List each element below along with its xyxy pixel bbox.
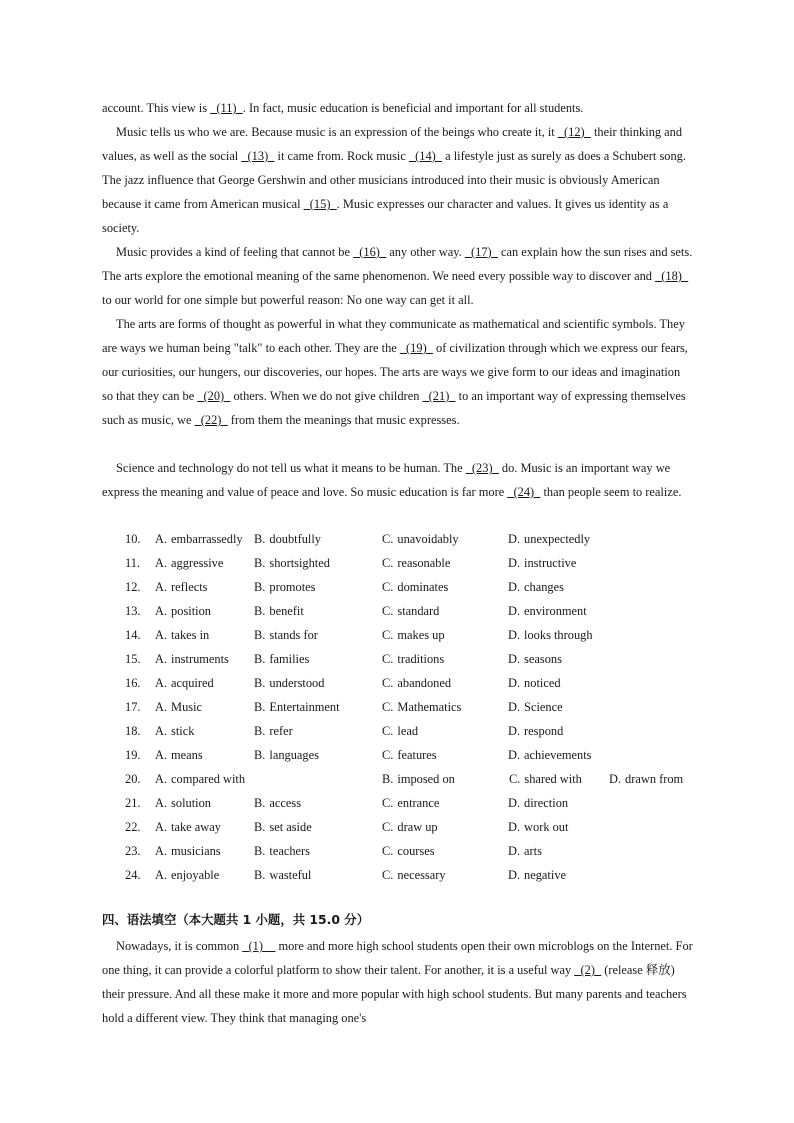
option-d — [508, 647, 562, 671]
passage-text: any other way. — [386, 245, 465, 259]
answer-blank: _(1)__ — [242, 939, 276, 953]
option-text: wasteful — [269, 868, 312, 882]
option-text: dominates — [397, 580, 449, 594]
option-text: noticed — [524, 676, 561, 690]
option-b — [254, 815, 312, 839]
option-text: looks through — [524, 628, 593, 642]
option-letter: C. — [382, 532, 394, 546]
option-b — [254, 599, 304, 623]
option-letter: D. — [508, 844, 521, 858]
cloze-paragraph-3 — [102, 240, 694, 312]
option-letter: C. — [382, 724, 394, 738]
answer-blank: _(11)_ — [210, 101, 243, 115]
answer-blank: _(23)_ — [465, 461, 499, 475]
option-letter: C. — [382, 556, 394, 570]
option-d — [508, 863, 566, 887]
option-letter: A. — [155, 532, 168, 546]
option-text: entrance — [397, 796, 440, 810]
option-letter: A. — [155, 628, 168, 642]
option-letter: C. — [382, 796, 394, 810]
question-number: 20. — [125, 772, 141, 786]
option-b — [254, 527, 321, 551]
option-c — [382, 551, 450, 575]
option-text: refer — [269, 724, 293, 738]
option-text: enjoyable — [171, 868, 220, 882]
option-c — [382, 791, 439, 815]
option-text: work out — [524, 820, 569, 834]
option-letter: A. — [155, 820, 168, 834]
cloze-paragraph-4 — [102, 312, 694, 432]
option-text: doubtfully — [269, 532, 322, 546]
passage-text: The arts are forms of thought as powerful in what they communicate as mathematical and scientific symbols. They are ways we human being "talk" to each other. They are the — [102, 317, 685, 355]
option-text: environment — [524, 604, 587, 618]
passage-text: their thinking and values, as well as the social — [102, 125, 683, 163]
option-row — [0, 815, 794, 839]
option-b — [254, 671, 324, 695]
question-number: 16. — [125, 676, 141, 690]
option-letter: C. — [382, 676, 394, 690]
option-c — [382, 647, 444, 671]
option-text: musicians — [171, 844, 221, 858]
option-letter: D. — [508, 748, 521, 762]
option-text: drawn from — [625, 772, 684, 786]
option-c — [382, 599, 439, 623]
option-a — [155, 671, 214, 695]
option-b — [254, 695, 340, 719]
option-d — [508, 815, 568, 839]
option-letter: B. — [254, 724, 266, 738]
option-b — [254, 719, 293, 743]
option-row — [0, 599, 794, 623]
option-a — [155, 527, 243, 551]
option-a — [155, 551, 223, 575]
option-text: standard — [397, 604, 440, 618]
question-number: 13. — [125, 604, 141, 618]
option-letter: A. — [155, 604, 168, 618]
option-letter: A. — [155, 676, 168, 690]
question-number: 10. — [125, 532, 141, 546]
option-text: embarrassedly — [171, 532, 243, 546]
option-row — [0, 647, 794, 671]
option-text: draw up — [397, 820, 438, 834]
passage-text: account. This view is — [102, 101, 211, 115]
answer-blank: _(22)_ — [194, 413, 228, 427]
passage-text: . In fact, music education is beneficial and important for all students. — [242, 101, 584, 115]
passage-text: of civilization through which we express our fears, our curiosities, our hungers, our discoveries, our hopes. The arts are ways we give form to our ideas and imagination so that they can be — [102, 341, 688, 403]
answer-blank: _(12)_ — [557, 125, 591, 139]
answer-blank: _(24)_ — [507, 485, 541, 499]
passage-text: . Music expresses our character and values. It gives us identity as a society. — [102, 197, 669, 235]
option-text: acquired — [171, 676, 214, 690]
option-d — [508, 551, 576, 575]
question-number: 14. — [125, 628, 141, 642]
option-letter: B. — [254, 700, 266, 714]
option-b — [254, 791, 301, 815]
cloze-paragraph-2 — [102, 120, 694, 240]
option-letter: C. — [382, 700, 394, 714]
option-letter: B. — [254, 820, 266, 834]
option-row — [0, 719, 794, 743]
option-letter: A. — [155, 652, 168, 666]
question-number: 11. — [125, 556, 141, 570]
option-letter: D. — [508, 700, 521, 714]
option-b — [254, 863, 311, 887]
question-number: 19. — [125, 748, 141, 762]
option-d — [508, 623, 593, 647]
option-d — [609, 767, 683, 791]
option-text: achievements — [524, 748, 592, 762]
option-d — [508, 599, 587, 623]
question-number: 15. — [125, 652, 141, 666]
answer-blank: _(14)_ — [408, 149, 442, 163]
question-number: 17. — [125, 700, 141, 714]
option-d — [508, 671, 561, 695]
option-text: takes in — [171, 628, 210, 642]
option-text: families — [269, 652, 310, 666]
option-b — [254, 839, 310, 863]
option-text: promotes — [269, 580, 316, 594]
option-letter: B. — [254, 604, 266, 618]
option-letter: D. — [508, 628, 521, 642]
answer-blank: _(20)_ — [197, 389, 231, 403]
option-text: instructive — [524, 556, 577, 570]
option-letter: C. — [382, 820, 394, 834]
passage-text: it came from. Rock music — [274, 149, 409, 163]
option-a — [155, 719, 194, 743]
option-text: Entertainment — [269, 700, 340, 714]
option-letter: A. — [155, 748, 168, 762]
option-row — [0, 695, 794, 719]
option-text: compared with — [171, 772, 246, 786]
passage-text: Nowadays, it is common — [116, 939, 243, 953]
option-letter: B. — [254, 556, 266, 570]
passage-text: more and more high school students open their own microblogs on the Internet. For one thing, it can provide a colorful platform to show their talent. For another, it is a useful way — [102, 939, 693, 977]
option-letter: D. — [508, 604, 521, 618]
option-text: understood — [269, 676, 325, 690]
option-text: Mathematics — [397, 700, 462, 714]
option-a — [155, 743, 203, 767]
option-d — [508, 791, 568, 815]
passage-text: Music tells us who we are. Because music is an expression of the beings who create it, it — [116, 125, 558, 139]
passage-text: to our world for one simple but powerful reason: No one way can get it all. — [102, 293, 474, 307]
grammar-paragraph — [102, 934, 694, 1030]
option-letter: D. — [508, 676, 521, 690]
option-c — [382, 575, 448, 599]
option-text: shared with — [524, 772, 582, 786]
option-text: access — [269, 796, 302, 810]
option-text: unexpectedly — [524, 532, 591, 546]
option-letter: B. — [254, 628, 266, 642]
passage-text: than people seem to realize. — [540, 485, 682, 499]
option-a — [155, 839, 221, 863]
option-row — [0, 863, 794, 887]
option-text: aggressive — [171, 556, 224, 570]
question-number: 12. — [125, 580, 141, 594]
passage-text: Science and technology do not tell us what it means to be human. The — [116, 461, 466, 475]
option-letter: D. — [508, 820, 521, 834]
option-text: shortsighted — [269, 556, 330, 570]
answer-blank: _(17)_ — [464, 245, 498, 259]
passage-text: others. When we do not give children — [230, 389, 423, 403]
option-a — [155, 767, 245, 791]
option-letter: C. — [382, 604, 394, 618]
option-letter: D. — [609, 772, 622, 786]
option-row — [0, 743, 794, 767]
option-text: features — [397, 748, 437, 762]
option-d — [508, 575, 564, 599]
option-text: Music — [171, 700, 203, 714]
question-number: 23. — [125, 844, 141, 858]
option-text: unavoidably — [397, 532, 459, 546]
option-text: negative — [524, 868, 567, 882]
option-letter: D. — [508, 724, 521, 738]
passage-text: from them the meanings that music expresses. — [227, 413, 460, 427]
option-row — [0, 791, 794, 815]
option-c — [382, 527, 459, 551]
option-text: traditions — [397, 652, 445, 666]
option-c — [509, 767, 582, 791]
option-b — [254, 743, 319, 767]
option-a — [155, 695, 202, 719]
option-a — [155, 863, 219, 887]
option-letter: C. — [382, 580, 394, 594]
option-letter: B. — [254, 532, 266, 546]
option-text: stands for — [269, 628, 318, 642]
option-a — [155, 623, 209, 647]
option-letter: B. — [254, 868, 266, 882]
option-c — [382, 623, 445, 647]
option-text: changes — [524, 580, 564, 594]
option-d — [508, 839, 542, 863]
option-letter: C. — [382, 748, 394, 762]
option-letter: D. — [508, 868, 521, 882]
option-letter: D. — [508, 580, 521, 594]
passage-text: do. Music is an important way we express the meaning and value of peace and love. So music education is far more — [102, 461, 671, 499]
option-c — [382, 815, 438, 839]
option-row — [0, 623, 794, 647]
option-d — [508, 719, 563, 743]
option-letter: C. — [509, 772, 521, 786]
option-text: instruments — [171, 652, 229, 666]
option-text: makes up — [397, 628, 445, 642]
passage-text: Music provides a kind of feeling that cannot be — [116, 245, 354, 259]
option-row — [0, 551, 794, 575]
option-c — [382, 743, 437, 767]
option-letter: B. — [254, 676, 266, 690]
option-letter: A. — [155, 796, 168, 810]
option-c — [382, 863, 446, 887]
option-text: necessary — [397, 868, 446, 882]
passage-text: a lifestyle just as surely as does a Schubert song. The jazz influence that George Gershwin and other musicians introduced into their music is obviously American because it came from American musical — [102, 149, 686, 211]
option-text: imposed on — [397, 772, 455, 786]
option-d — [508, 527, 590, 551]
option-row — [0, 575, 794, 599]
option-text: direction — [524, 796, 569, 810]
option-letter: D. — [508, 796, 521, 810]
option-row — [0, 839, 794, 863]
option-letter: B. — [254, 844, 266, 858]
option-letter: A. — [155, 724, 168, 738]
option-c — [382, 671, 451, 695]
option-text: abandoned — [397, 676, 452, 690]
option-text: means — [171, 748, 203, 762]
option-letter: B. — [254, 796, 266, 810]
option-letter: C. — [382, 628, 394, 642]
option-letter: B. — [254, 652, 266, 666]
answer-blank: _(19)_ — [399, 341, 433, 355]
option-letter: A. — [155, 844, 168, 858]
option-letter: B. — [382, 772, 394, 786]
option-a — [155, 791, 211, 815]
option-text: lead — [397, 724, 419, 738]
option-letter: D. — [508, 652, 521, 666]
option-c — [382, 719, 418, 743]
option-letter: C. — [382, 868, 394, 882]
option-text: position — [171, 604, 211, 618]
option-letter: C. — [382, 652, 394, 666]
answer-blank: _(21)_ — [422, 389, 456, 403]
option-row — [0, 671, 794, 695]
option-d — [508, 695, 563, 719]
option-text: solution — [171, 796, 211, 810]
option-letter: A. — [155, 700, 168, 714]
option-letter: D. — [508, 556, 521, 570]
option-text: take away — [171, 820, 221, 834]
option-letter: A. — [155, 580, 168, 594]
option-text: reflects — [171, 580, 208, 594]
answer-blank: _(15)_ — [303, 197, 337, 211]
option-text: set aside — [269, 820, 312, 834]
option-letter: B. — [254, 580, 266, 594]
cloze-paragraph-1 — [102, 96, 694, 120]
question-number: 22. — [125, 820, 141, 834]
option-letter: A. — [155, 868, 168, 882]
option-text: seasons — [524, 652, 562, 666]
option-c — [382, 839, 435, 863]
option-row — [0, 527, 794, 551]
answer-blank: _(2)_ — [574, 963, 602, 977]
option-c — [382, 695, 461, 719]
option-b — [254, 575, 316, 599]
option-letter: A. — [155, 556, 168, 570]
option-letter: B. — [254, 748, 266, 762]
question-number: 24. — [125, 868, 141, 882]
option-b — [254, 623, 318, 647]
option-text: respond — [524, 724, 564, 738]
answer-blank: _(13)_ — [241, 149, 275, 163]
option-b — [254, 551, 330, 575]
option-a — [155, 647, 229, 671]
option-d — [508, 743, 591, 767]
option-text: reasonable — [397, 556, 451, 570]
option-text: languages — [269, 748, 319, 762]
passage-text: (release 释放) their pressure. And all these make it more and more popular with high school students. But many parents and teachers hold a different view. They think that managing one's — [102, 963, 687, 1025]
section-heading: 四、语法填空（本大题共 1 小题，共 15.0 分） — [102, 912, 370, 927]
option-b — [254, 647, 309, 671]
option-a — [155, 599, 211, 623]
option-row — [0, 767, 794, 791]
option-text: stick — [171, 724, 195, 738]
answer-blank: _(16)_ — [353, 245, 387, 259]
option-text: teachers — [269, 844, 310, 858]
option-b — [382, 767, 455, 791]
answer-blank: _(18)_ — [655, 269, 689, 283]
option-text: courses — [397, 844, 435, 858]
option-a — [155, 815, 221, 839]
passage-text: to an important way of expressing themselves such as music, we — [102, 389, 686, 427]
option-letter: C. — [382, 844, 394, 858]
option-text: arts — [524, 844, 542, 858]
cloze-paragraph-5 — [102, 456, 694, 504]
passage-text: can explain how the sun rises and sets. The arts explore the emotional meaning of the same phenomenon. We need every possible way to discover and — [102, 245, 693, 283]
option-text: Science — [524, 700, 563, 714]
question-number: 18. — [125, 724, 141, 738]
question-number: 21. — [125, 796, 141, 810]
option-letter: A. — [155, 772, 168, 786]
option-text: benefit — [269, 604, 304, 618]
option-letter: D. — [508, 532, 521, 546]
option-a — [155, 575, 208, 599]
